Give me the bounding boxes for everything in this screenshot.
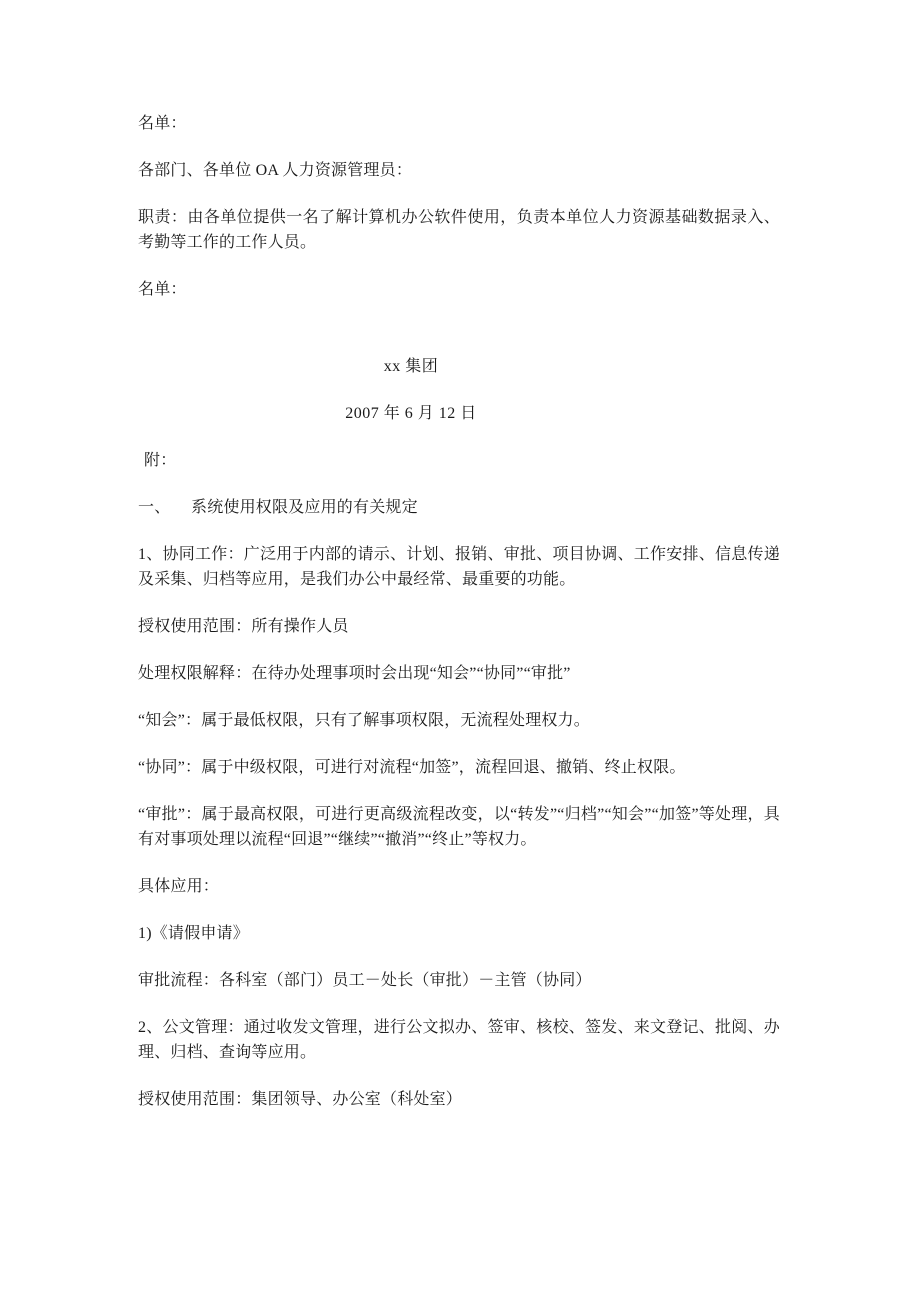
paragraph-applications-label: 具体应用： <box>138 878 220 895</box>
paragraph-approval-flow: 审批流程：各科室（部门）员工－处长（审批）－主管（协同） <box>138 972 592 989</box>
section-heading <box>138 495 780 520</box>
section-title: 系统使用权限及应用的有关规定 <box>191 499 418 516</box>
section-number: 一、 <box>138 499 171 516</box>
paragraph-leave-request: 1)《请假申请》 <box>138 925 249 942</box>
attachment-label: 附： <box>144 452 177 469</box>
list-label-2: 名单： <box>138 281 187 298</box>
duty-paragraph: 职责：由各单位提供一名了解计算机办公软件使用，负责本单位人力资源基础数据录入、考勤等工作的工作人员。 <box>138 209 780 251</box>
paragraph-permission-explain: 处理权限解释：在待办处理事项时会出现“知会”“协同”“审批” <box>138 665 571 682</box>
document-body <box>138 111 780 1134</box>
paragraph-authorized-scope-1: 授权使用范围：所有操作人员 <box>138 618 349 635</box>
list-label-1: 名单： <box>138 115 187 132</box>
paragraph-collaboration: 1、协同工作：广泛用于内部的请示、计划、报销、审批、项目协调、工作安排、信息传递及采集、归档等应用，是我们办公中最经常、最重要的功能。 <box>138 546 780 588</box>
paragraph-zhihui-permission: “知会”：属于最低权限，只有了解事项权限，无流程处理权力。 <box>138 712 591 729</box>
paragraph-xietong-permission: “协同”：属于中级权限，可进行对流程“加签”，流程回退、撤销、终止权限。 <box>138 759 686 776</box>
signature-org: xx 集团 <box>383 358 439 375</box>
paragraph-document-management: 2、公文管理：通过收发文管理，进行公文拟办、签审、核校、签发、来文登记、批阅、办理、归档、查询等应用。 <box>138 1019 780 1061</box>
salutation: 各部门、各单位 OA 人力资源管理员： <box>138 162 413 179</box>
signature-date: 2007 年 6 月 12 日 <box>345 405 477 422</box>
paragraph-shenpi-permission: “审批”：属于最高权限，可进行更高级流程改变，以“转发”“归档”“知会”“加签”等处理，具有对事项处理以流程“回退”“继续”“撤消”“终止”等权力。 <box>138 806 780 848</box>
paragraph-authorized-scope-2: 授权使用范围：集团领导、办公室（科处室） <box>138 1091 463 1108</box>
